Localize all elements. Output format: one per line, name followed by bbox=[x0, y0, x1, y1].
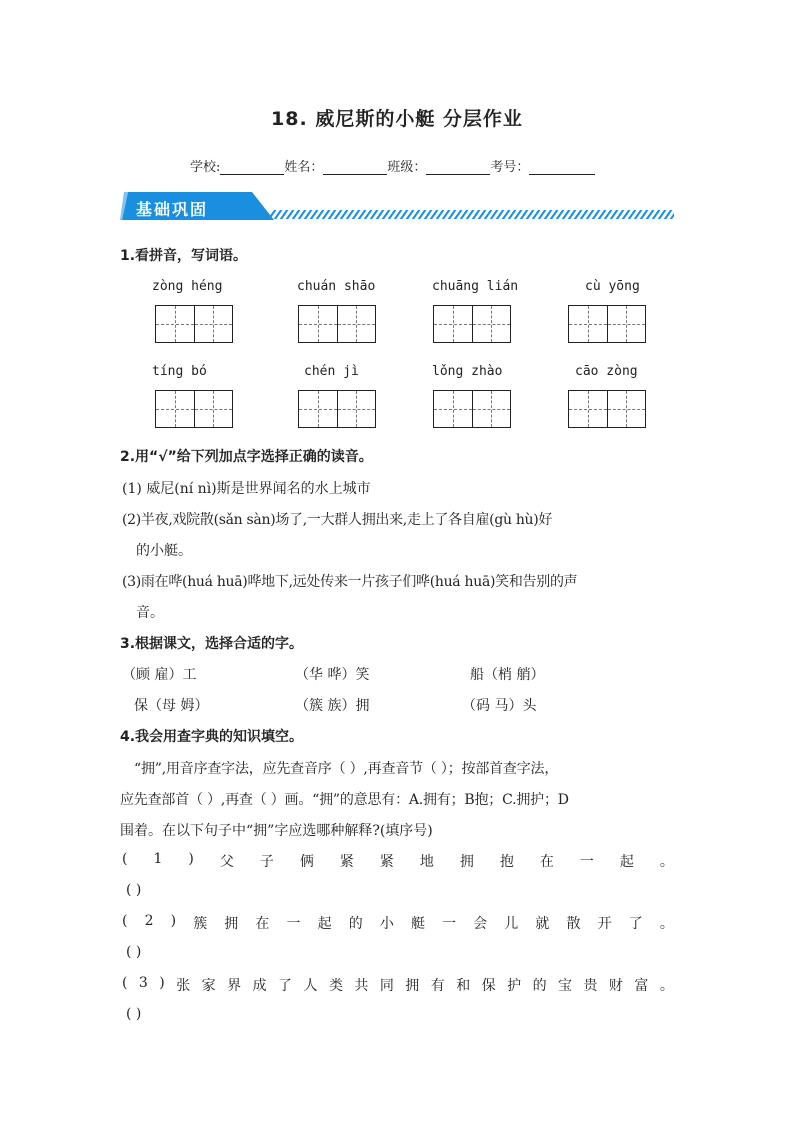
pinyin: tíng bó bbox=[152, 364, 207, 379]
writing-grid[interactable] bbox=[433, 305, 511, 343]
char: 的 bbox=[348, 916, 363, 932]
char: 有 bbox=[430, 978, 445, 994]
q4-paragraph-3: 围着。在以下句子中“拥”字应选哪种解释?(填序号) bbox=[120, 823, 433, 839]
q3-option: 保（母 姆） bbox=[134, 698, 209, 714]
char: ( bbox=[122, 975, 128, 991]
char: 家 bbox=[201, 978, 216, 994]
writing-grid[interactable] bbox=[433, 390, 511, 428]
char: ( bbox=[122, 913, 128, 929]
q2-item-2: (2)半夜,戏院散(sǎn sàn)场了,一大群人拥出来,走上了各自雇(gù hù)好 bbox=[122, 512, 553, 528]
student-info-line bbox=[190, 156, 595, 175]
char: 一 bbox=[286, 916, 301, 932]
char: 子 bbox=[259, 854, 274, 870]
q4-paragraph-1: “拥”,用音序查字法，应先查音序（ ）,再查音节（ ）；按部首查字法， bbox=[134, 761, 559, 777]
name-blank[interactable] bbox=[323, 162, 387, 175]
q4-sentence-3 bbox=[122, 975, 674, 995]
pinyin: zòng héng bbox=[152, 279, 223, 294]
char: 小 bbox=[379, 916, 394, 932]
char: 簇 bbox=[193, 916, 208, 932]
char: 起 bbox=[619, 854, 634, 870]
char: 儿 bbox=[504, 916, 519, 932]
q2-item-1: (1) 威尼(ní nì)斯是世界闻名的水上城市 bbox=[122, 481, 371, 497]
char: ) bbox=[159, 975, 165, 991]
pinyin: cāo zòng bbox=[575, 364, 638, 379]
char: 共 bbox=[354, 978, 369, 994]
q4-answer-1[interactable]: ( ) bbox=[126, 882, 142, 898]
char: 拥 bbox=[405, 978, 420, 994]
q4-paragraph-2: 应先查部首（ ）,再查（ ）画。“拥”的意思有：A.拥有；B抱；C.拥护；D bbox=[120, 792, 569, 808]
exam-blank[interactable] bbox=[529, 162, 595, 175]
exam-label: 考号： bbox=[490, 160, 530, 175]
char: 了 bbox=[278, 978, 293, 994]
q3-option: （码 马）头 bbox=[462, 698, 537, 714]
char: 开 bbox=[597, 916, 612, 932]
char: ) bbox=[170, 913, 177, 929]
char: ) bbox=[188, 851, 194, 867]
char: 。 bbox=[659, 916, 674, 932]
q1-heading: 1.看拼音，写词语。 bbox=[120, 248, 248, 264]
char: 类 bbox=[328, 978, 343, 994]
char: 人 bbox=[303, 978, 318, 994]
char: 富 bbox=[634, 978, 649, 994]
char: 张 bbox=[176, 978, 191, 994]
school-blank[interactable] bbox=[220, 162, 284, 175]
q4-answer-3[interactable]: ( ) bbox=[126, 1006, 142, 1022]
name-label: 姓名： bbox=[284, 160, 324, 175]
char: 拥 bbox=[224, 916, 239, 932]
char: 了 bbox=[628, 916, 643, 932]
char: 宝 bbox=[558, 978, 573, 994]
q3-option: 船（梢 艄） bbox=[470, 667, 545, 683]
char: 抱 bbox=[499, 854, 514, 870]
pinyin: chuán shāo bbox=[297, 279, 376, 294]
char: 父 bbox=[219, 854, 234, 870]
char: 地 bbox=[419, 854, 434, 870]
char: 的 bbox=[532, 978, 547, 994]
q2-item-3: (3)雨在哗(huá huā)哗地下,远处传来一片孩子们哗(huá huā)笑和告别的声 bbox=[122, 574, 578, 590]
class-blank[interactable] bbox=[426, 162, 490, 175]
char: 俩 bbox=[299, 854, 314, 870]
char: 护 bbox=[507, 978, 522, 994]
writing-grid[interactable] bbox=[155, 390, 233, 428]
q3-option: （华 哗）笑 bbox=[295, 667, 370, 683]
char: ( bbox=[122, 851, 128, 867]
char: 3 bbox=[138, 975, 148, 991]
writing-grid[interactable] bbox=[155, 305, 233, 343]
char: 保 bbox=[481, 978, 496, 994]
char: 散 bbox=[566, 916, 581, 932]
char: 会 bbox=[473, 916, 488, 932]
char: 成 bbox=[252, 978, 267, 994]
char: 就 bbox=[535, 916, 550, 932]
pinyin: cù yōng bbox=[585, 279, 640, 294]
page-title: 18. 威尼斯的小艇 分层作业 bbox=[271, 108, 523, 130]
char: 财 bbox=[608, 978, 623, 994]
writing-grid[interactable] bbox=[568, 305, 646, 343]
char: 2 bbox=[144, 913, 154, 929]
char: 艇 bbox=[410, 916, 425, 932]
char: 一 bbox=[579, 854, 594, 870]
q3-option: （簇 族）拥 bbox=[295, 698, 370, 714]
q3-heading: 3.根据课文，选择合适的字。 bbox=[120, 636, 304, 652]
writing-grid[interactable] bbox=[568, 390, 646, 428]
q4-heading: 4.我会用查字典的知识填空。 bbox=[120, 729, 304, 745]
pinyin: lǒng zhào bbox=[432, 364, 503, 379]
q4-answer-2[interactable]: ( ) bbox=[126, 944, 142, 960]
char: 在 bbox=[539, 854, 554, 870]
q3-option: （顾 雇）工 bbox=[122, 667, 197, 683]
q4-sentence-1 bbox=[122, 851, 674, 871]
char: 。 bbox=[659, 978, 674, 994]
pinyin: chuāng lián bbox=[432, 279, 519, 294]
char: 紧 bbox=[379, 854, 394, 870]
char: 界 bbox=[227, 978, 242, 994]
class-label: 班级： bbox=[387, 160, 427, 175]
q2-item-2-cont: 的小艇。 bbox=[136, 543, 192, 559]
q2-item-3-cont: 音。 bbox=[136, 605, 164, 621]
char: 同 bbox=[379, 978, 394, 994]
char: 贵 bbox=[583, 978, 598, 994]
char: 和 bbox=[456, 978, 471, 994]
char: 紧 bbox=[339, 854, 354, 870]
pinyin: chén jì bbox=[304, 364, 359, 379]
writing-grid[interactable] bbox=[298, 305, 376, 343]
char: 起 bbox=[317, 916, 332, 932]
char: 拥 bbox=[459, 854, 474, 870]
writing-grid[interactable] bbox=[298, 390, 376, 428]
char: 一 bbox=[442, 916, 457, 932]
section-banner-label: 基础巩固 bbox=[136, 200, 209, 219]
q4-sentence-2 bbox=[122, 913, 674, 933]
char: 1 bbox=[153, 851, 163, 867]
school-label: 学校: bbox=[190, 160, 221, 175]
char: 。 bbox=[659, 854, 674, 870]
char: 在 bbox=[255, 916, 270, 932]
q2-heading: 2.用“√”给下列加点字选择正确的读音。 bbox=[120, 449, 373, 465]
